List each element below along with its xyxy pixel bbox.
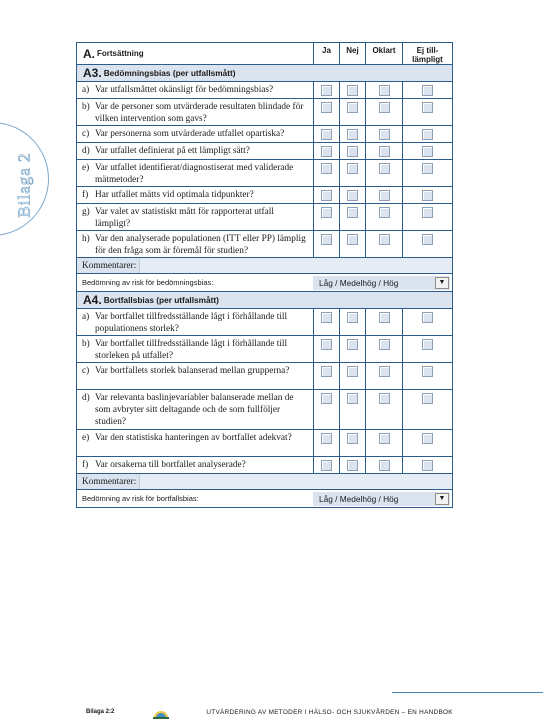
checkbox-ja[interactable] [321,234,332,245]
answer-cell-oklart [365,99,402,125]
question-text: d) Var utfallet definierat på ett lämpligt sätt? [82,146,250,156]
answer-cell-nej [339,336,365,362]
answer-cell-nej [339,309,365,335]
checkbox-ej-tillampligt[interactable] [422,312,433,323]
question-text: f) Var orsakerna till bortfallet analyserade? [82,460,246,470]
checkbox-ej-tillampligt[interactable] [422,393,433,404]
question-row [77,335,452,362]
checkbox-oklart[interactable] [379,234,390,245]
question-row [77,159,452,186]
question-text: d) Var relevanta baslinjevariabler balanserade mellan de som avbryter sitt deltagande och de som fullföljer studien? [82,393,294,427]
checkbox-oklart[interactable] [379,207,390,218]
appendix-side-label: Bilaga 2 [15,152,35,218]
question-text: b) Var de personer som utvärderade resultaten blindade för vilken intervention som gavs? [82,102,304,124]
question-row [77,142,452,159]
checkbox-oklart[interactable] [379,102,390,113]
answer-cell-oklart [365,160,402,186]
checkbox-nej[interactable] [347,85,358,96]
answer-cell-oklart [365,363,402,389]
checkbox-nej[interactable] [347,234,358,245]
checkbox-ej-tillampligt[interactable] [422,146,433,157]
footer-accent-line [392,692,543,693]
risk-label: Bedömning av risk för bedömningsbias: [82,278,214,287]
column-header-nej: Nej [339,43,365,64]
column-header-ja: Ja [313,43,339,64]
checkbox-oklart[interactable] [379,460,390,471]
risk-assessment-row [77,273,452,291]
answer-cell-nej [339,231,365,257]
checkbox-ej-tillampligt[interactable] [422,207,433,218]
checkbox-ej-tillampligt[interactable] [422,433,433,444]
answer-cell-ja [313,231,339,257]
checkbox-oklart[interactable] [379,85,390,96]
answer-cell-nej [339,82,365,98]
checkbox-oklart[interactable] [379,163,390,174]
checkbox-ej-tillampligt[interactable] [422,339,433,350]
answer-cell-ej-tillampligt [402,99,452,125]
answer-cell-oklart [365,204,402,230]
answer-cell-nej [339,457,365,473]
answer-cell-oklart [365,231,402,257]
answer-cell-nej [339,204,365,230]
comments-input[interactable] [139,258,452,273]
checkbox-nej[interactable] [347,433,358,444]
answer-cell-ja [313,457,339,473]
answer-cell-ja [313,143,339,159]
section-heading: A3. Bedömningsbias (per utfallsmått) [77,64,452,81]
question-row [77,81,452,98]
answer-cell-nej [339,160,365,186]
checkbox-ja[interactable] [321,190,332,201]
page-footer [86,704,473,720]
answer-cell-oklart [365,309,402,335]
question-row [77,389,452,429]
checkbox-ja[interactable] [321,312,332,323]
form-header-row [77,43,452,64]
checkbox-nej[interactable] [347,366,358,377]
checkbox-ja[interactable] [321,146,332,157]
form-header-title: A. Fortsättning [83,46,144,61]
answer-cell-ej-tillampligt [402,390,452,429]
assessment-form [76,42,453,508]
answer-cell-nej [339,390,365,429]
question-text: h) Var den analyserade populationen (ITT eller PP) lämplig för den fråga som är föremål för studien? [82,234,306,256]
risk-label: Bedömning av risk för bortfallsbias: [82,494,199,503]
risk-select[interactable] [313,276,450,290]
checkbox-ej-tillampligt[interactable] [422,366,433,377]
answer-cell-ej-tillampligt [402,126,452,142]
answer-cell-nej [339,126,365,142]
checkbox-oklart[interactable] [379,190,390,201]
checkbox-ej-tillampligt[interactable] [422,85,433,96]
checkbox-oklart[interactable] [379,393,390,404]
answer-cell-oklart [365,457,402,473]
checkbox-oklart[interactable] [379,366,390,377]
checkbox-oklart[interactable] [379,433,390,444]
answer-cell-ej-tillampligt [402,457,452,473]
answer-cell-oklart [365,187,402,203]
question-row [77,125,452,142]
answer-cell-ja [313,99,339,125]
answer-cell-ej-tillampligt [402,204,452,230]
answer-cell-oklart [365,82,402,98]
checkbox-ej-tillampligt[interactable] [422,460,433,471]
answer-cell-ja [313,390,339,429]
risk-selected-value: Låg / Medelhög / Hög [319,277,399,288]
comments-input[interactable] [139,474,452,489]
checkbox-nej[interactable] [347,190,358,201]
answer-cell-ej-tillampligt [402,82,452,98]
question-row [77,362,452,389]
checkbox-ja[interactable] [321,102,332,113]
section-heading: A4. Bortfallsbias (per utfallsmått) [77,291,452,308]
risk-selected-value: Låg / Medelhög / Hög [319,493,399,504]
question-row [77,308,452,335]
answer-cell-ja [313,430,339,456]
column-header-ej-tillampligt: Ej till- lämpligt [402,43,452,64]
answer-cell-ej-tillampligt [402,309,452,335]
checkbox-nej[interactable] [347,102,358,113]
checkbox-ej-tillampligt[interactable] [422,102,433,113]
question-row [77,186,452,203]
checkbox-nej[interactable] [347,146,358,157]
checkbox-ja[interactable] [321,207,332,218]
question-row [77,98,452,125]
checkbox-ja[interactable] [321,366,332,377]
answer-cell-ej-tillampligt [402,160,452,186]
answer-cell-ja [313,363,339,389]
answer-cell-ej-tillampligt [402,430,452,456]
answer-cell-nej [339,99,365,125]
checkbox-ej-tillampligt[interactable] [422,234,433,245]
answer-cell-ja [313,160,339,186]
question-text: e) Var utfallet identifierat/diagnostiserat med validerade mätmetoder? [82,163,294,185]
comments-label: Kommentarer: [82,476,137,487]
answer-cell-nej [339,187,365,203]
checkbox-ja[interactable] [321,460,332,471]
checkbox-ja[interactable] [321,393,332,404]
checkbox-ja[interactable] [321,339,332,350]
question-text: e) Var den statistiska hanteringen av bortfallet adekvat? [82,433,292,443]
checkbox-nej[interactable] [347,129,358,140]
column-header-oklart: Oklart [365,43,402,64]
question-text: c) Var bortfallets storlek balanserad mellan grupperna? [82,366,290,376]
sbu-logo-icon [152,704,170,720]
checkbox-nej[interactable] [347,312,358,323]
answer-cell-ej-tillampligt [402,231,452,257]
checkbox-nej[interactable] [347,163,358,174]
answer-cell-oklart [365,143,402,159]
checkbox-oklart[interactable] [379,146,390,157]
answer-cell-nej [339,363,365,389]
answer-cell-ja [313,126,339,142]
answer-cell-ja [313,309,339,335]
answer-cell-ja [313,204,339,230]
checkbox-ja[interactable] [321,433,332,444]
answer-cell-oklart [365,126,402,142]
footer-book-title: UTVÄRDERING AV METODER I HÄLSO- OCH SJUKVÅRDEN – EN HANDBOK [206,708,453,716]
checkbox-ja[interactable] [321,129,332,140]
question-text: g) Var valet av statistiskt mått för rapporterat utfall lämpligt? [82,207,274,229]
checkbox-nej[interactable] [347,393,358,404]
answer-cell-ja [313,336,339,362]
question-row [77,230,452,257]
answer-cell-oklart [365,390,402,429]
question-text: a) Var utfallsmåttet okänsligt för bedömningsbias? [82,85,274,95]
comments-label: Kommentarer: [82,260,137,271]
checkbox-nej[interactable] [347,339,358,350]
checkbox-oklart[interactable] [379,129,390,140]
checkbox-ej-tillampligt[interactable] [422,129,433,140]
checkbox-nej[interactable] [347,460,358,471]
checkbox-oklart[interactable] [379,312,390,323]
question-text: b) Var bortfallet tillfredsställande lågt i förhållande till storleken på utfallet? [82,339,288,361]
comments-row [77,257,452,273]
question-row [77,203,452,230]
checkbox-ja[interactable] [321,85,332,96]
dropdown-arrow-icon[interactable]: ▼ [435,493,449,505]
checkbox-oklart[interactable] [379,339,390,350]
footer-page-label: Bilaga 2:2 [86,709,115,715]
dropdown-arrow-icon[interactable]: ▼ [435,277,449,289]
checkbox-ej-tillampligt[interactable] [422,190,433,201]
risk-select[interactable] [313,492,450,506]
answer-cell-ej-tillampligt [402,143,452,159]
answer-cell-ja [313,187,339,203]
question-row [77,456,452,473]
answer-cell-ej-tillampligt [402,363,452,389]
comments-row [77,473,452,489]
question-text: a) Var bortfallet tillfredsställande lågt i förhållande till populationens storlek? [82,312,288,334]
answer-cell-oklart [365,336,402,362]
answer-cell-ej-tillampligt [402,187,452,203]
question-text: c) Var personerna som utvärderade utfallet opartiska? [82,129,285,139]
answer-cell-oklart [365,430,402,456]
question-row [77,429,452,456]
answer-cell-ej-tillampligt [402,336,452,362]
risk-assessment-row [77,489,452,507]
answer-cell-ja [313,82,339,98]
checkbox-ej-tillampligt[interactable] [422,163,433,174]
checkbox-ja[interactable] [321,163,332,174]
question-text: f) Har utfallet mätts vid optimala tidpunkter? [82,190,254,200]
checkbox-nej[interactable] [347,207,358,218]
answer-cell-nej [339,143,365,159]
answer-cell-nej [339,430,365,456]
